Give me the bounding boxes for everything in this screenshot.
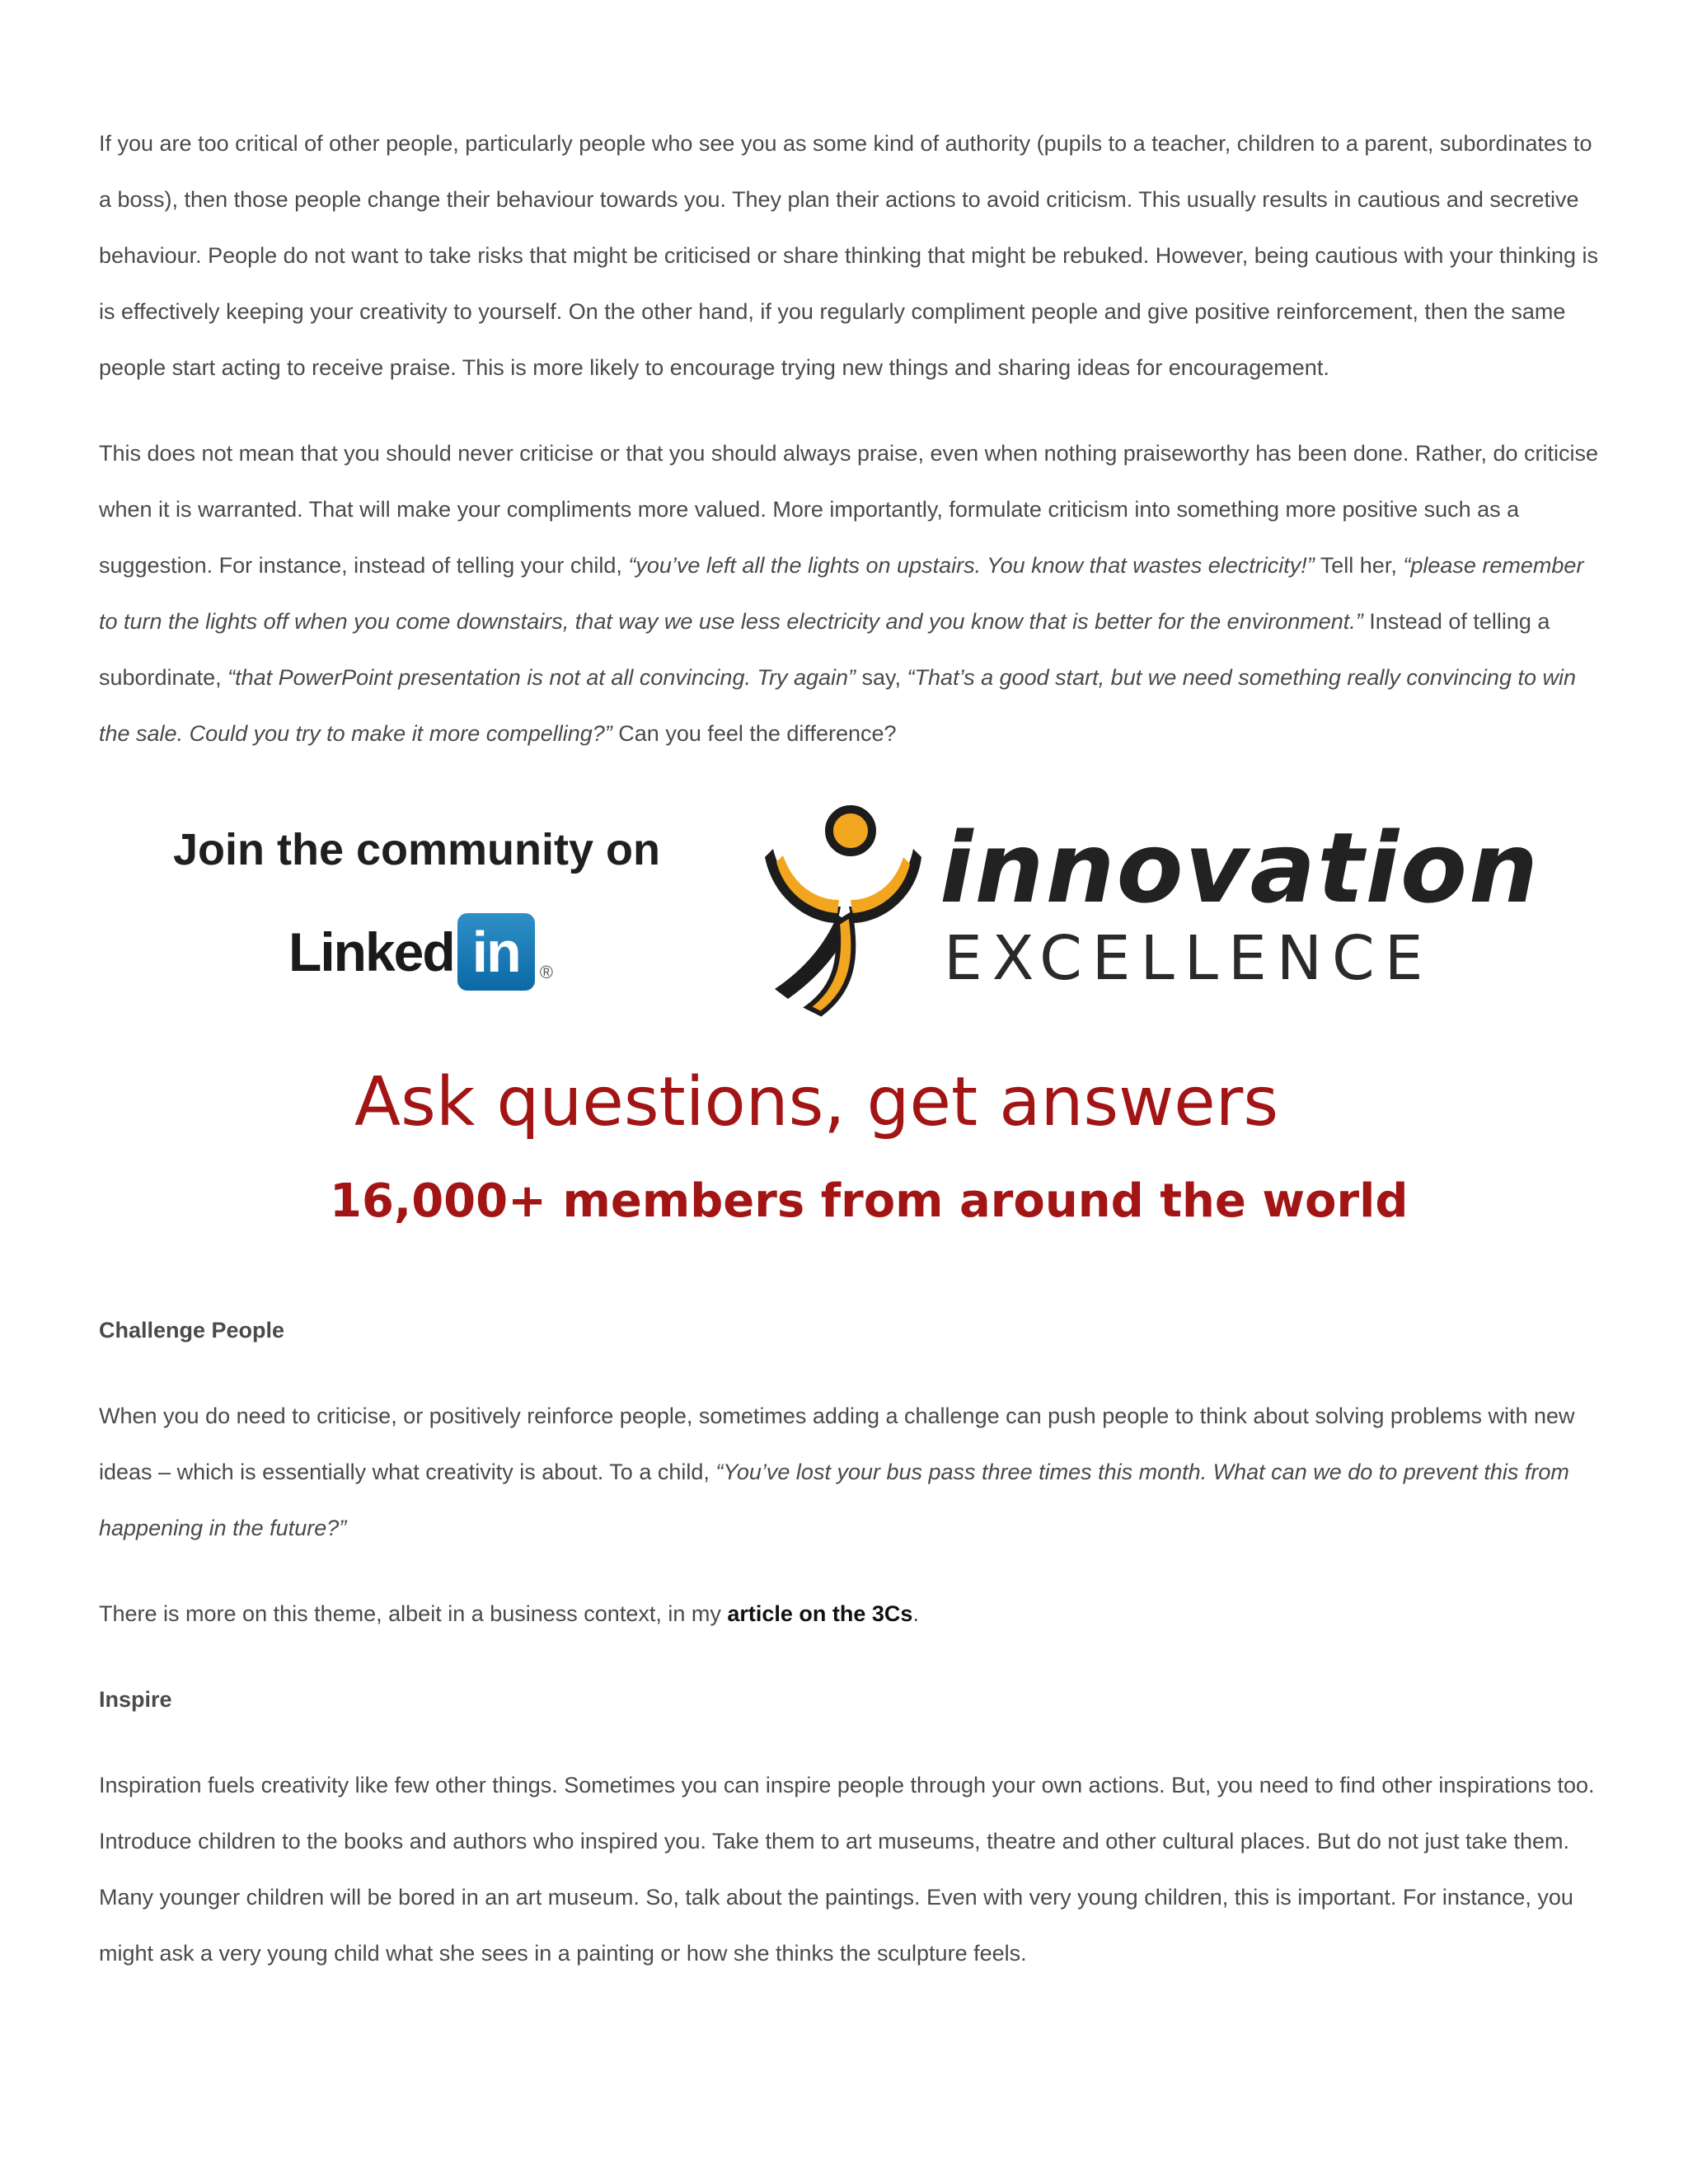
paragraph-text: say,: [856, 665, 907, 690]
paragraph-text: Instead of telling a subordinate,: [99, 609, 1550, 690]
paragraph-criticism: If you are too critical of other people, particularly people who see you as some kind of authority (pupils to a teacher, children to a parent, subordinates to a boss), then those people change their behaviour towards you. They plan their actions to avoid criticism. This usually results in cautious and secretive behaviour. People do not want to take risks that might be criticised or share thinking that might be rebuked. However, being cautious with your thinking is is effectively keeping your creativity to yourself. On the other hand, if you regularly compliment people and give positive reinforcement, then the same people start acting to receive praise. This is more likely to encourage trying new things and sharing ideas for encouragement.: [99, 131, 1599, 380]
innovation-excellence-figure-icon: [758, 791, 923, 1022]
quote-turn-lights-off: “please remember to turn the lights off when you come downstairs, that way we use less electricity and you know that is better for the environment.”: [99, 553, 1584, 634]
quote-bus-pass: “You’ve lost your bus pass three times this month. What can we do to prevent this from happening in the future?”: [99, 1460, 1569, 1540]
quote-powerpoint: “that PowerPoint presentation is not at all convincing. Try again”: [227, 665, 856, 690]
excellence-wordmark: EXCELLENCE: [944, 923, 1433, 994]
linkedin-logo: [288, 911, 553, 993]
heading-challenge-people: Challenge People: [99, 1318, 285, 1343]
paragraph-text: .: [912, 1601, 919, 1626]
paragraph-inspire: Inspiration fuels creativity like few other things. Sometimes you can inspire people through your own actions. But, you need to find other inspirations too. Introduce children to the books and authors who inspired you. Take them to art museums, theatre and other cultural places. But do not just take them. Many younger children will be bored in an art museum. So, talk about the paintings. Even with very young children, this is important. For instance, you might ask a very young child what she sees in a painting or how she thinks the sculpture feels.: [99, 1773, 1595, 1966]
paragraph-3cs-reference: [99, 1586, 1599, 1642]
linkedin-word: Linked: [288, 921, 454, 982]
ask-questions-headline: Ask questions, get answers: [354, 1063, 1279, 1141]
heading-inspire: Inspire: [99, 1687, 172, 1712]
paragraph-text: Tell her,: [1314, 553, 1404, 578]
join-community-text: Join the community on: [173, 825, 661, 874]
innovation-wordmark: innovation: [940, 811, 1540, 925]
quote-lights-on: “you’ve left all the lights on upstairs. You know that wastes electricity!”: [628, 553, 1315, 578]
paragraph-challenge: [99, 1388, 1599, 1556]
paragraph-criticise-when-warranted: [99, 425, 1599, 762]
paragraph-text: This does not mean that you should never criticise or that you should always praise, even when nothing praiseworthy has been done. Rather, do criticise when it is warranted. That will make your compliments more valued. More importantly, formulate criticism into something more positive such as a suggestion. For instance, instead of telling your child,: [99, 441, 1599, 578]
paragraph-text: Can you feel the difference?: [612, 721, 897, 746]
linkedin-in-box: in: [457, 913, 535, 991]
quote-good-start: “That’s a good start, but we need something really convincing to win the sale. Could you try to make it more compelling?”: [99, 665, 1576, 746]
innovation-excellence-banner[interactable]: [132, 791, 1540, 1269]
members-count-text: 16,000+ members from around the world: [330, 1174, 1409, 1228]
paragraph-text: When you do need to criticise, or positively reinforce people, sometimes adding a challenge can push people to think about solving problems with new ideas – which is essentially what creativity is about. To a child,: [99, 1404, 1575, 1484]
registered-mark: ®: [539, 962, 553, 982]
document-page: [99, 115, 1599, 2011]
article-3cs-link[interactable]: article on the 3Cs: [727, 1601, 913, 1626]
paragraph-text: There is more on this theme, albeit in a business context, in my: [99, 1601, 728, 1626]
